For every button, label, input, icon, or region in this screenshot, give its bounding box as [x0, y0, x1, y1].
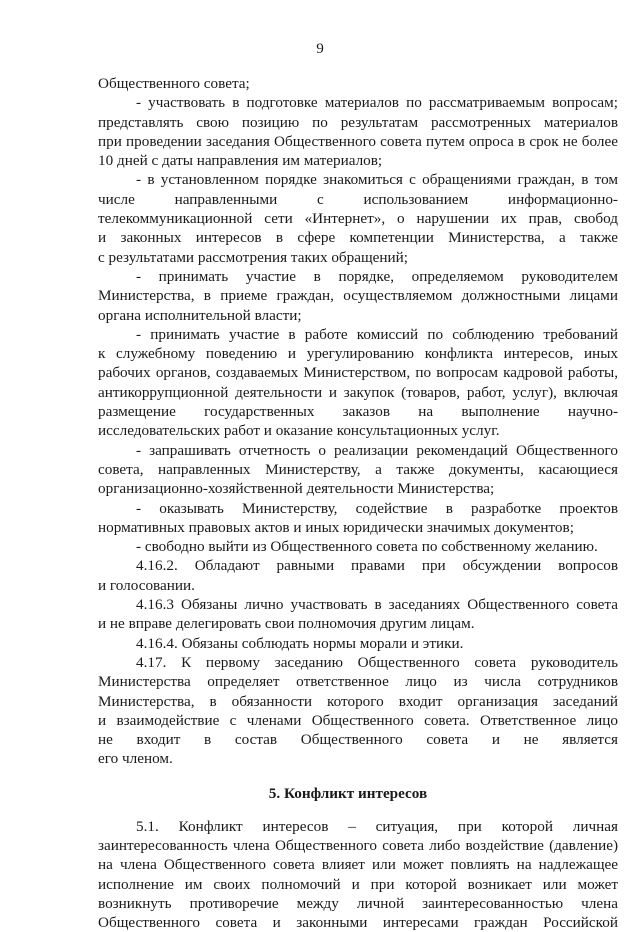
text-line: размещение государственных заказов на выполнение научно- — [98, 403, 618, 421]
text-line: 4.17. К первому заседанию Общественного совета руководитель — [136, 653, 618, 671]
text-line: Министерства, в приеме граждан, осуществляемом должностными лицами — [98, 287, 618, 305]
text-line: - запрашивать отчетность о реализации рекомендаций Общественного — [136, 441, 618, 459]
text-line: к служебному поведению и урегулированию конфликта интересов, иных — [98, 345, 618, 363]
text-line: возникнуть противоречие между личной заинтересованностью члена — [98, 894, 618, 912]
text-line: рабочих органов, создаваемых Министерством, по вопросам кадровой работы, — [98, 364, 618, 382]
page-body — [98, 74, 618, 932]
text-line: при проведении заседания Общественного совета путем опроса в срок не более — [98, 132, 618, 150]
page-number: 9 — [316, 40, 324, 57]
text-line: Общественного совета и законными интересами граждан Российской — [98, 914, 618, 932]
text-line: - в установленном порядке знакомиться с обращениями граждан, в том — [136, 171, 618, 189]
text-line: его членом. — [98, 750, 173, 768]
text-line: и взаимодействие с членами Общественного совета. Ответственное лицо — [98, 711, 618, 729]
text-line: организационно-хозяйственной деятельности Министерства; — [98, 480, 495, 498]
text-line: исполнение им своих полномочий и при которой возникает или может — [98, 875, 618, 893]
text-line: с результатами рассмотрения таких обращений; — [98, 248, 409, 266]
text-line: и законных интересов в сфере компетенции Министерства, а также — [98, 229, 618, 247]
text-line: 4.16.3 Обязаны лично участвовать в заседаниях Общественного совета — [136, 596, 618, 614]
text-line: не входит в состав Общественного совета и не является — [98, 731, 618, 749]
text-line: Министерства, в обязанности которого входит организация заседаний — [98, 692, 618, 710]
text-line: 4.16.2. Обладают равными правами при обсуждении вопросов — [136, 557, 618, 575]
text-block-section-5 — [98, 817, 618, 932]
text-line: антикоррупционной деятельности и закупок (товаров, работ, услуг), включая — [98, 383, 618, 401]
text-line: Общественного совета; — [98, 75, 250, 92]
text-line: и голосовании. — [98, 576, 195, 594]
text-line: - участвовать в подготовке материалов по рассматриваемым вопросам; — [136, 94, 618, 112]
text-line: 5.1. Конфликт интересов – ситуация, при которой личная — [136, 817, 618, 835]
text-line: совета, направленных Министерству, а также документы, касающиеся — [98, 460, 618, 478]
text-line: - свободно выйти из Общественного совета по собственному желанию. — [136, 538, 598, 556]
text-line: и не вправе делегировать свои полномочия другим лицам. — [98, 615, 475, 633]
text-line: числе направленными с использованием информационно- — [98, 190, 618, 208]
text-line: - принимать участие в порядке, определяемом руководителем — [136, 267, 618, 285]
text-line: 4.16.4. Обязаны соблюдать нормы морали и этики. — [136, 634, 464, 652]
text-line: - принимать участие в работе комиссий по соблюдению требований — [136, 325, 618, 343]
text-line: исследовательских работ и оказание консультационных услуг. — [98, 422, 500, 440]
text-line: заинтересованность члена Общественного совета либо воздействие (давление) — [98, 836, 618, 854]
text-line: Министерства определяет ответственное лицо из числа сотрудников — [98, 673, 618, 691]
text-line: нормативных правовых актов и иных юридически значимых документов; — [98, 518, 574, 536]
text-line: органа исполнительной власти; — [98, 306, 302, 324]
text-line: представлять свою позицию по результатам рассмотренных материалов — [98, 113, 618, 131]
text-line: 10 дней с даты направления им материалов; — [98, 152, 383, 170]
text-line: на члена Общественного совета влияет или может повлиять на надлежащее — [98, 856, 618, 874]
text-line: - оказывать Министерству, содействие в разработке проектов — [136, 499, 618, 517]
section-heading: 5. Конфликт интересов — [268, 784, 428, 802]
text-line: телекоммуникационной сети «Интернет», о нарушении их прав, свобод — [98, 210, 618, 228]
text-block-section-4 — [98, 74, 618, 769]
